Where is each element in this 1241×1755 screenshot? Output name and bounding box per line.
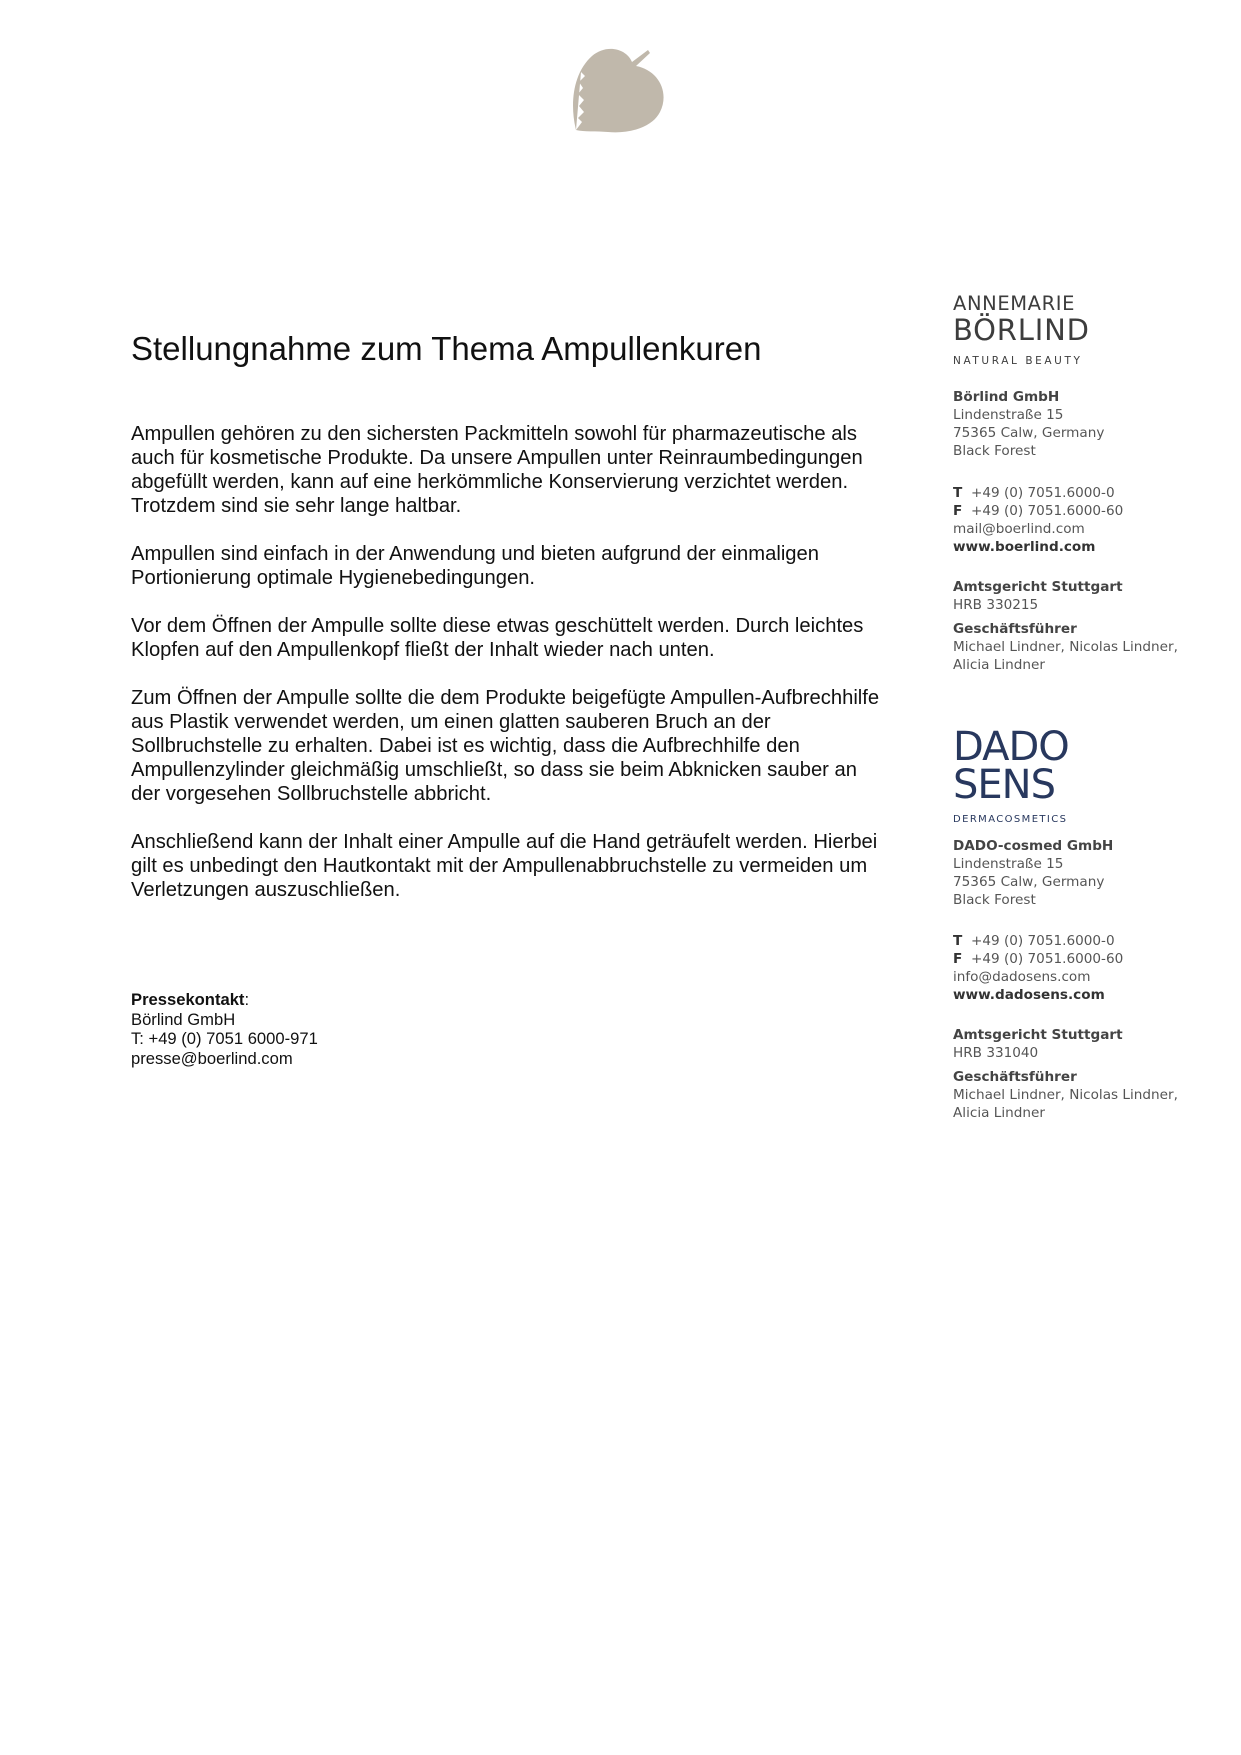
boerlind-logo-line2: BÖRLIND bbox=[953, 313, 1090, 347]
boerlind-md-label: Geschäftsführer bbox=[953, 621, 1077, 637]
boerlind-contact bbox=[953, 484, 1223, 556]
dado-contact bbox=[953, 932, 1223, 1004]
paragraph: Anschließend kann der Inhalt einer Ampulle auf die Hand geträufelt werden. Hierbei gilt es unbedingt den Hautkontakt mit der Ampullenabbruchstelle zu vermeiden um Verletzungen auszuschließen. bbox=[131, 831, 878, 901]
dadosens-logo-line2: SENS bbox=[953, 762, 1055, 808]
boerlind-fax-label: F bbox=[953, 503, 963, 519]
boerlind-city: 75365 Calw, Germany bbox=[953, 425, 1105, 441]
paragraph: Zum Öffnen der Ampulle sollte die dem Produkte beigefügte Ampullen-Aufbrechhilfe aus Plastik verwendet werden, um einen glatten sauberen Bruch an der Sollbruchstelle zu erhalten. Dabei ist es wichtig, dass die Aufbrechhilfe den Ampullenzylinder gleichmäßig umschließt, so dass sie beim Abknicken sauber an der vorgesehen Sollbruchstelle abbricht. bbox=[131, 687, 880, 805]
boerlind-hrb: HRB 330215 bbox=[953, 597, 1039, 613]
dadosens-logo-tagline: DERMACOSMETICS bbox=[953, 814, 1068, 825]
boerlind-region: Black Forest bbox=[953, 443, 1036, 459]
boerlind-md-line2: Alicia Lindner bbox=[953, 657, 1045, 673]
boerlind-tel: +49 (0) 7051.6000-0 bbox=[970, 485, 1115, 501]
dado-street: Lindenstraße 15 bbox=[953, 856, 1064, 872]
dado-md-line1: Michael Lindner, Nicolas Lindner, bbox=[953, 1087, 1178, 1103]
dado-city: 75365 Calw, Germany bbox=[953, 874, 1105, 890]
page-title: Stellungnahme zum Thema Ampullenkuren bbox=[131, 330, 762, 367]
dado-fax: +49 (0) 7051.6000-60 bbox=[970, 951, 1124, 967]
dado-tel-label: T bbox=[953, 933, 963, 949]
dado-fax-label: F bbox=[953, 951, 963, 967]
dadosens-logo-line1: DADO bbox=[953, 724, 1069, 770]
boerlind-logo-tagline: NATURAL BEAUTY bbox=[953, 355, 1083, 367]
boerlind-md-line1: Michael Lindner, Nicolas Lindner, bbox=[953, 639, 1178, 655]
boerlind-fax: +49 (0) 7051.6000-60 bbox=[970, 503, 1124, 519]
boerlind-court: Amtsgericht Stuttgart bbox=[953, 579, 1123, 595]
press-contact-colon: : bbox=[244, 990, 250, 1009]
dado-tel: +49 (0) 7051.6000-0 bbox=[970, 933, 1115, 949]
press-contact bbox=[131, 990, 318, 1068]
dado-hrb: HRB 331040 bbox=[953, 1045, 1039, 1061]
dado-region: Black Forest bbox=[953, 892, 1036, 908]
paragraph: Vor dem Öffnen der Ampulle sollte diese etwas geschüttelt werden. Durch leichtes Klopfen auf den Ampullenkopf fließt der Inhalt wieder nach unten. bbox=[131, 615, 864, 661]
press-company: Börlind GmbH bbox=[131, 1009, 236, 1029]
boerlind-logo bbox=[953, 293, 1093, 367]
paragraph: Ampullen gehören zu den sichersten Packmitteln sowohl für pharmazeutische als auch für kosmetische Produkte. Da unsere Ampullen unter Reinraumbedingungen abgefüllt werden, kann auf eine herkömmliche Konservierung verzichtet werden. Trotzdem sind sie sehr lange haltbar. bbox=[131, 423, 863, 517]
dado-web[interactable]: www.dadosens.com bbox=[953, 987, 1105, 1003]
dado-address bbox=[953, 837, 1223, 909]
paragraph: Ampullen sind einfach in der Anwendung und bieten aufgrund der einmaligen Portionierung optimale Hygienebedingungen. bbox=[131, 543, 819, 589]
press-contact-label: Pressekontakt bbox=[131, 990, 245, 1009]
press-email[interactable]: presse@boerlind.com bbox=[131, 1048, 293, 1068]
dadosens-logo bbox=[953, 724, 1093, 826]
dado-md-label: Geschäftsführer bbox=[953, 1069, 1077, 1085]
leaf-logo-icon bbox=[568, 46, 666, 136]
boerlind-email[interactable]: mail@boerlind.com bbox=[953, 521, 1085, 537]
body-text bbox=[131, 422, 891, 926]
boerlind-logo-line1: ANNEMARIE bbox=[953, 292, 1076, 315]
boerlind-registry bbox=[953, 578, 1223, 674]
boerlind-address bbox=[953, 388, 1223, 460]
boerlind-web[interactable]: www.boerlind.com bbox=[953, 539, 1096, 555]
dado-company: DADO-cosmed GmbH bbox=[953, 838, 1114, 854]
dado-registry bbox=[953, 1026, 1223, 1122]
press-phone: T: +49 (0) 7051 6000-971 bbox=[131, 1029, 318, 1048]
boerlind-tel-label: T bbox=[953, 485, 963, 501]
dado-court: Amtsgericht Stuttgart bbox=[953, 1027, 1123, 1043]
boerlind-street: Lindenstraße 15 bbox=[953, 407, 1064, 423]
dado-md-line2: Alicia Lindner bbox=[953, 1105, 1045, 1121]
boerlind-company: Börlind GmbH bbox=[953, 389, 1060, 405]
dado-email[interactable]: info@dadosens.com bbox=[953, 969, 1091, 985]
